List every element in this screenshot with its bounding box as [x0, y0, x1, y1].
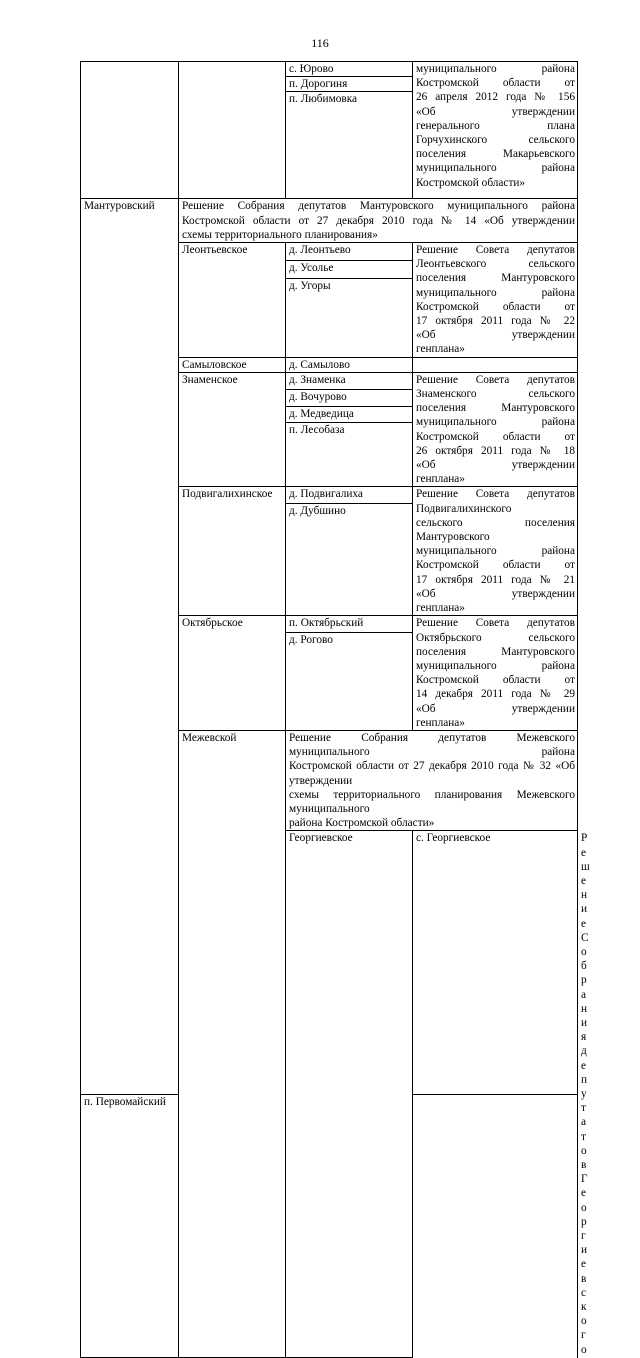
- village-cell: д. Знаменка: [286, 372, 413, 389]
- settlement-name: Подвигалихинское: [179, 487, 286, 616]
- document-cell: Решение Совета депутатов Знаменского сельского поселения Мантуровского муниципального района Костромской области от 26 октября 2011 года № 18 «Об утверждении генплана»: [413, 372, 578, 487]
- village-cell: д. Леонтьево: [286, 243, 413, 261]
- table-row: [81, 199, 578, 243]
- table-row: [81, 62, 578, 77]
- settlement-name: Леонтьевское: [179, 243, 286, 358]
- settlement-name: Георгиевское: [286, 831, 413, 1358]
- village-cell: д. Угоры: [286, 278, 413, 357]
- settlement-name: Самыловское: [179, 357, 286, 372]
- village-cell: д. Дубшино: [286, 504, 413, 616]
- settlement-name: Октябрьское: [179, 616, 286, 731]
- district-name: Мантуровский: [81, 199, 179, 1094]
- village-cell: д. Подвигалиха: [286, 487, 413, 504]
- village-cell: д. Вочурово: [286, 389, 413, 406]
- village-cell: п. Первомайский: [81, 1094, 179, 1357]
- district-cell: [81, 62, 179, 199]
- village-cell: д. Усолье: [286, 260, 413, 278]
- village-cell: д. Самылово: [286, 357, 413, 372]
- document-cell-empty: [413, 357, 578, 372]
- village-cell: п. Октябрьский: [286, 616, 413, 633]
- village-cell: с. Юрово: [286, 62, 413, 77]
- document-cell: Решение Совета депутатов Октябрьского сельского поселения Мантуровского муниципального района Костромской области от 14 декабря 2011 года № 29 «Об утверждении генплана»: [413, 616, 578, 731]
- settlement-cell: [179, 62, 286, 199]
- district-name: Межевской: [179, 730, 286, 1357]
- village-cell: с. Георгиевское: [413, 831, 578, 1094]
- district-decision: Решение Собрания депутатов Межевского муниципального района Костромской области от 27 декабря 2010 года № 32 «Об утверждении схемы территориального планирования Межевского муниципального района Костромской области»: [286, 730, 578, 830]
- district-decision: Решение Собрания депутатов Мантуровского муниципального района Костромской области от 27 декабря 2010 года № 14 «Об утверждении схемы территориального планирования»: [179, 199, 578, 243]
- village-cell: п. Любимовка: [286, 92, 413, 199]
- village-cell: д. Рогово: [286, 632, 413, 730]
- plans-table: [80, 61, 590, 1358]
- village-cell: д. Медведица: [286, 406, 413, 423]
- document-cell: муниципального района Костромской области от 26 апреля 2012 года № 156 «Об утверждении генерального плана Горчухинского сельского поселения Макарьевского муниципального района Костромской области»: [413, 62, 578, 199]
- page-number: 116: [311, 36, 329, 50]
- table-row: Георгиевское с. Георгиевское Решение Собрания депутатов Георгиевского: [81, 831, 578, 1094]
- village-cell: п. Лесобаза: [286, 423, 413, 487]
- document-cell: Решение Совета депутатов Подвигалихинского сельского поселения Мантуровского муниципального района Костромской области от 17 октября 2011 года № 21 «Об утверждении генплана»: [413, 487, 578, 616]
- village-cell: п. Дорогиня: [286, 77, 413, 92]
- settlement-name: Знаменское: [179, 372, 286, 487]
- document-cell: Решение Совета депутатов Леонтьевского сельского поселения Мантуровского муниципального района Костромской области от 17 октября 2011 года № 22 «Об утверждении генплана»: [413, 243, 578, 358]
